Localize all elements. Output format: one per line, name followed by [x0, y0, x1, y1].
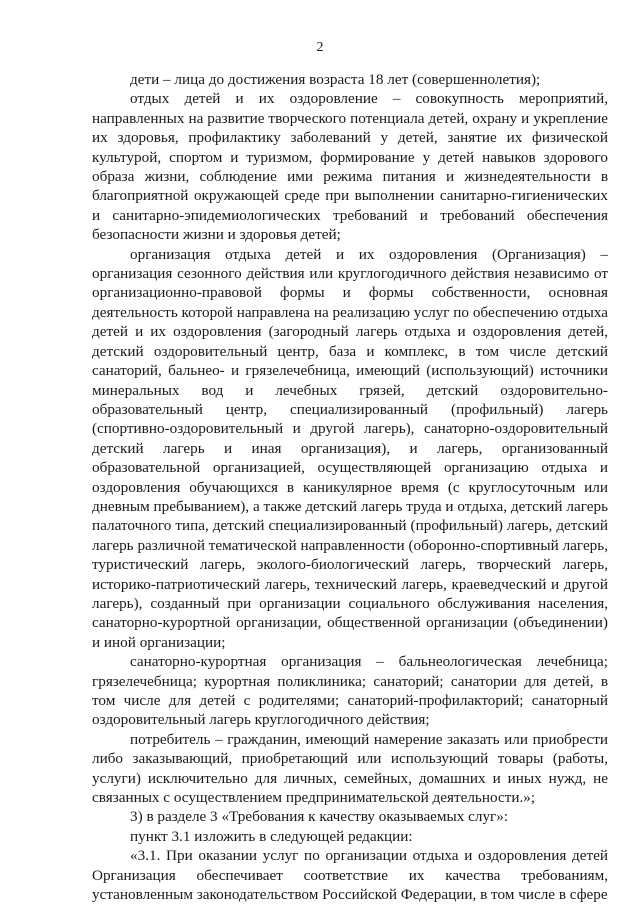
paragraph-definition-consumer: потребитель – гражданин, имеющий намерение заказать или приобрести либо заказывающий, приобретающий или использующий товары (работы, услуги) исключительно для личных, семейных, домашних и иных нужд, не связанных с осуществлением предпринимательской деятельности.»; [92, 730, 608, 807]
page-number: 2 [316, 40, 324, 55]
paragraph-section-3: 3) в разделе 3 «Требования к качеству оказываемых слуг»: [130, 808, 509, 826]
paragraph-definition-sanatorium: санаторно-курортная организация – бальнеологическая лечебница; грязелечебница; курортная поликлиника; санаторий; санатории для детей, в том числе для детей с родителями; санаторий-профилакторий; санаторный оздоровительный лагерь круглогодичного действия; [92, 653, 608, 729]
paragraph-clause-3-1-intro: пункт 3.1 изложить в следующей редакции: [130, 827, 413, 845]
paragraph-definition-children: дети – лица до достижения возраста 18 лет (совершеннолетия); [130, 71, 541, 88]
document-body [92, 70, 608, 904]
paragraph-definition-organization: организация отдыха детей и их оздоровления (Организация) – организация сезонного действия или круглогодичного действия независимо от организационно-правовой формы и формы собственности, основная деятельность которой направлена на реализацию услуг по обеспечению отдыха детей и их оздоровления (загородный лагерь отдыха и оздоровления детей, детский оздоровительный центр, база и комплекс, в том числе детский санаторий, бальнео- и грязелечебница, имеющий (использующий) источники минеральных вод и лечебных грязей, детский оздоровительно-образовательный центр, специализированный (профильный) лагерь (спортивно-оздоровительный и другой лагерь), санаторно-оздоровительный детский лагерь и иная организация), и лагерь, организованный образовательной организацией, осуществляющей организацию отдыха и оздоровления обучающихся в каникулярное время (с круглосуточным или дневным пребыванием), а также детский лагерь труда и отдыха, детский лагерь палаточного типа, детский специализированный (профильный) лагерь, детский лагерь различной тематической направленности (оборонно-спортивный лагерь, туристический лагерь, эколого-биологический лагерь, творческий лагерь, историко-патриотический лагерь, технический лагерь, краеведческий и другой лагерь), созданный при организации социального обслуживания населения, санаторно-курортной организации, общественной организации (объединении) и иной организации; [92, 245, 608, 651]
paragraph-clause-3-1: «3.1. При оказании услуг по организации отдыха и оздоровления детей Организация обеспечивает соответствие их качества требованиям, установленным законодательством Российской Федерации, в том числе в сфере [92, 847, 608, 904]
paragraph-definition-recreation: отдых детей и их оздоровление – совокупность мероприятий, направленных на развитие творческого потенциала детей, охрану и укрепление их здоровья, профилактику заболеваний у детей, занятие их физической культурой, спортом и туризмом, формирование у детей навыков здорового образа жизни, соблюдение ими режима питания и жизнедеятельности в благоприятной окружающей среде при выполнении санитарно-гигиенических и санитарно-эпидемиологических требований и требований обеспечения безопасности жизни и здоровья детей; [92, 90, 608, 244]
